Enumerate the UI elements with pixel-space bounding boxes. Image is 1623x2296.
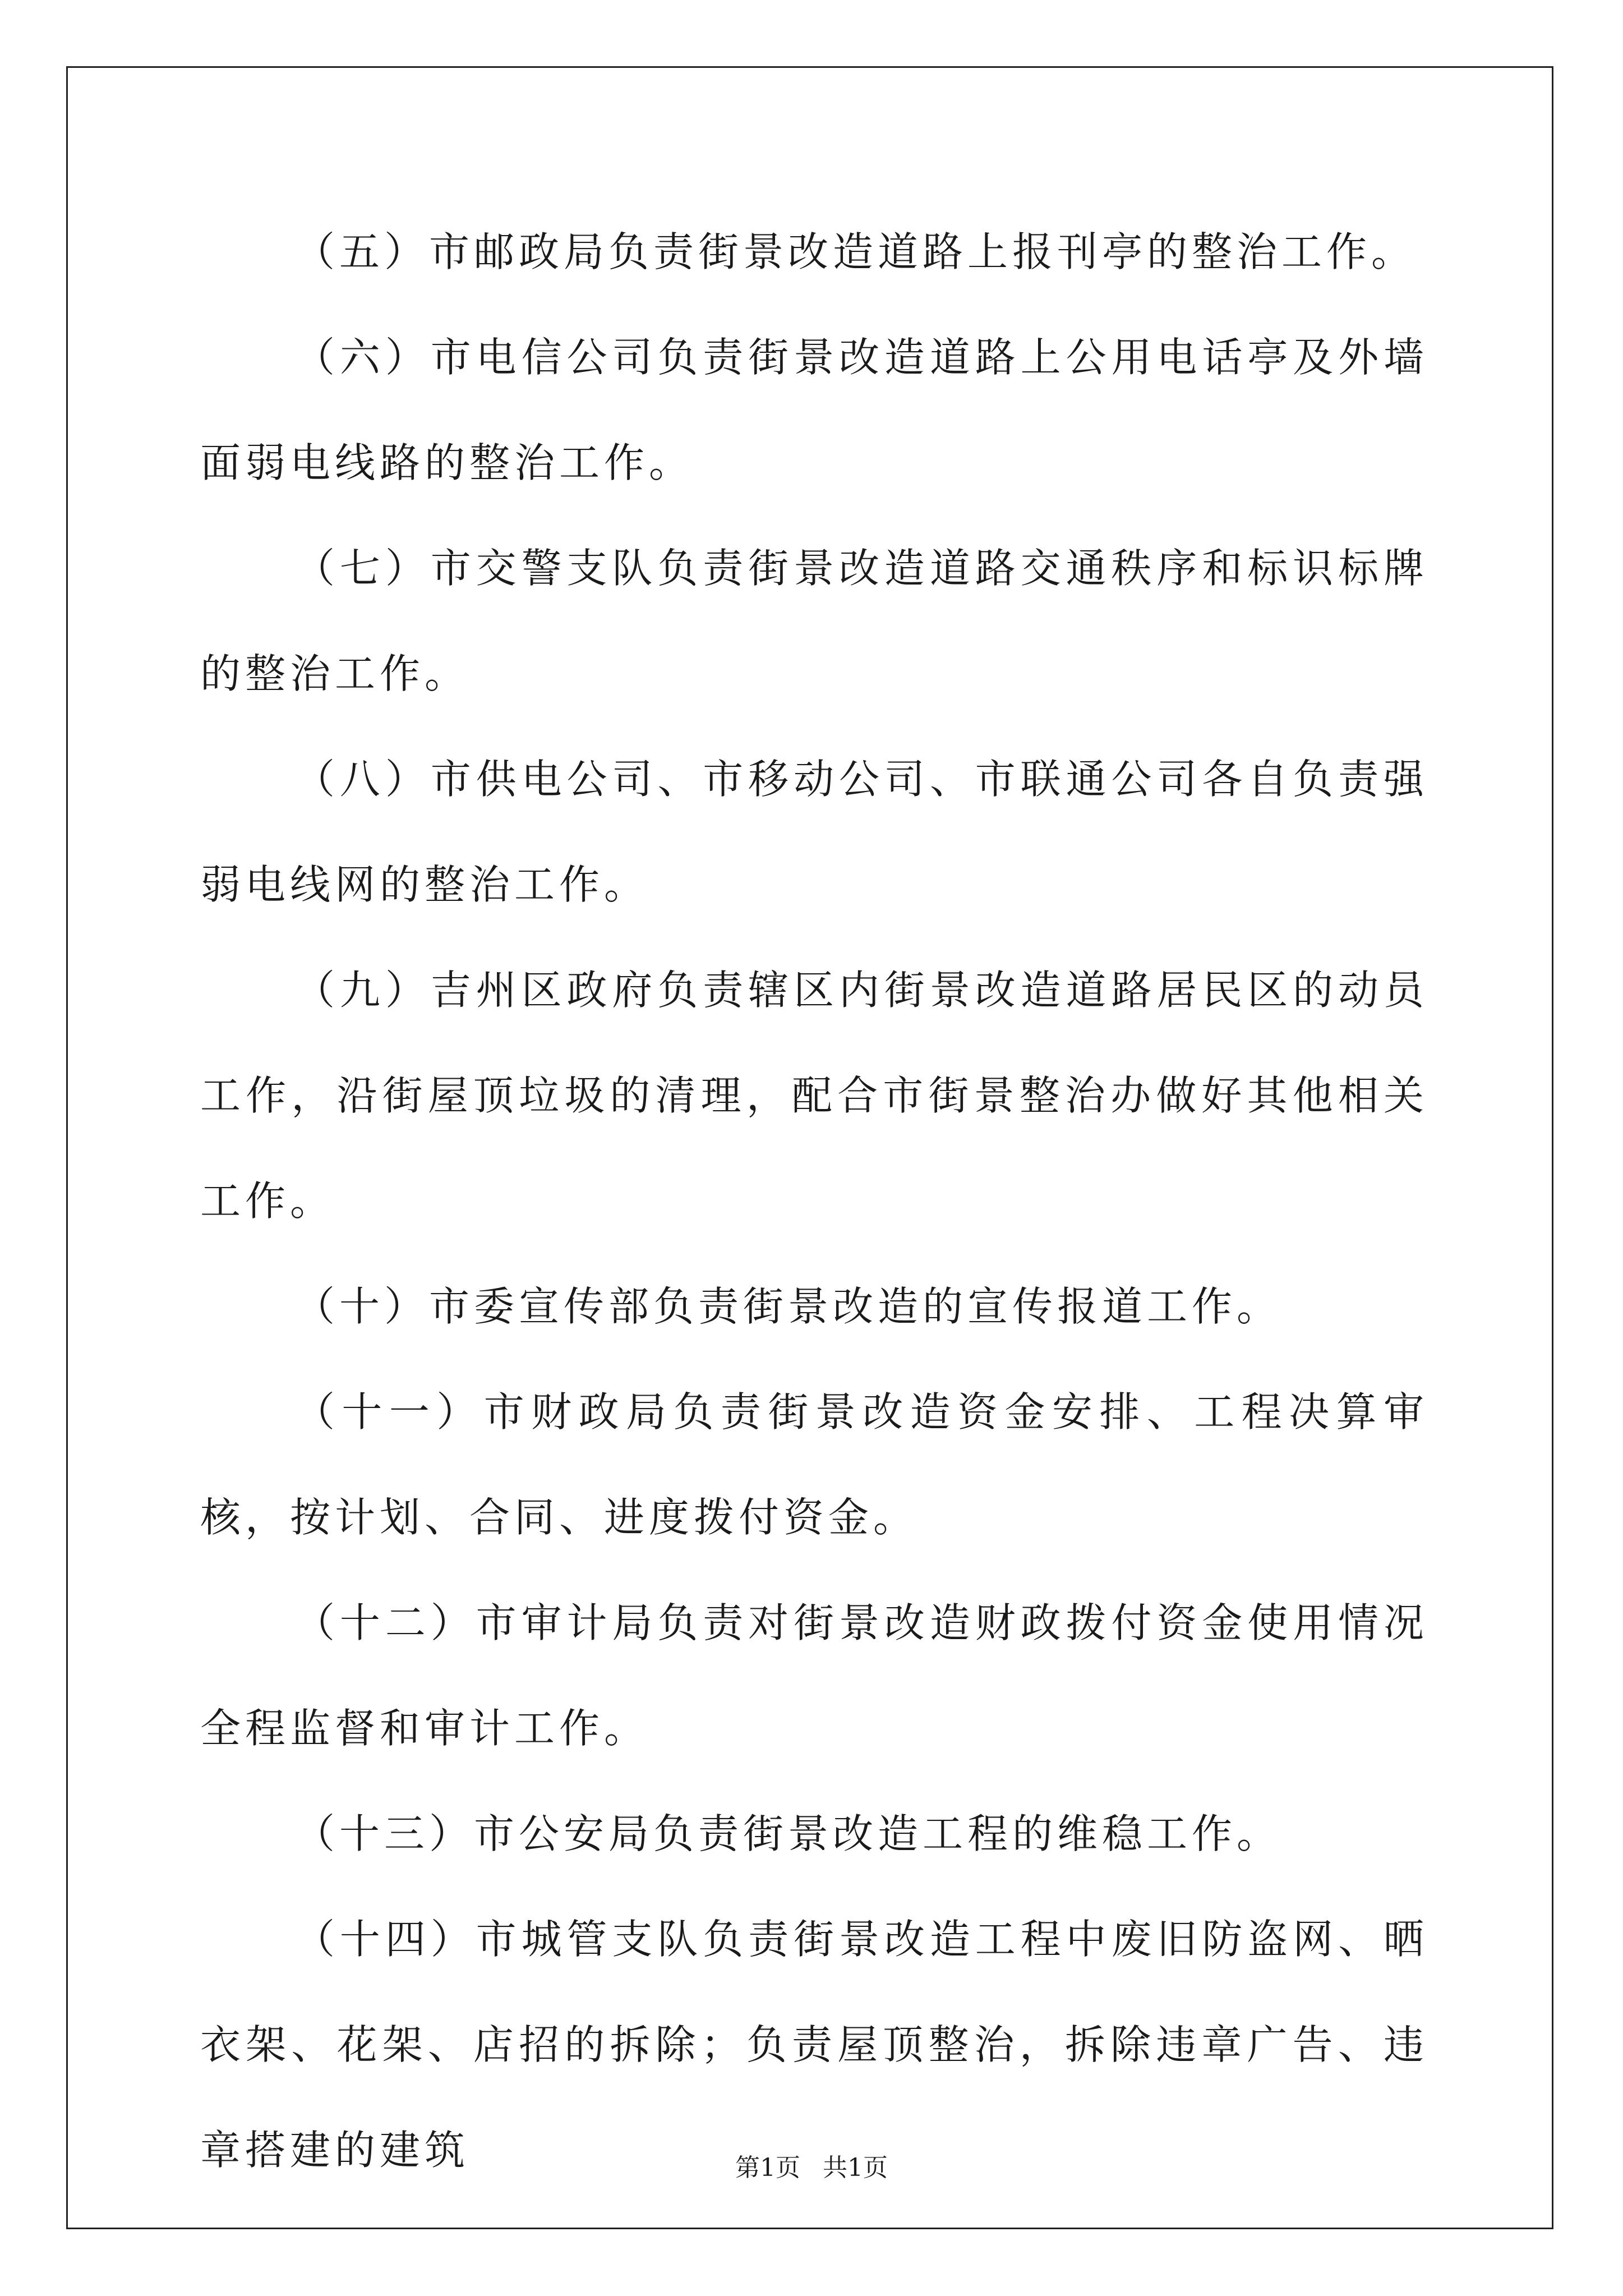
- paragraph-10: （十）市委宣传部负责街景改造的宣传报道工作。: [294, 1283, 1282, 1330]
- paragraph-6: （六）市电信公司负责街景改造道路上公用电话亭及外墙面弱电线路的整治工作。: [200, 334, 1428, 486]
- paragraph-14: （十四）市城管支队负责街景改造工程中废旧防盗网、晒衣架、花架、店招的拆除；负责屋顶整治，拆除违章广告、违章搭建的建筑: [200, 1916, 1428, 2174]
- paragraph-8: （八）市供电公司、市移动公司、市联通公司各自负责强弱电线网的整治工作。: [200, 756, 1428, 908]
- paragraph-5: （五）市邮政局负责街景改造道路上报刊亭的整治工作。: [294, 228, 1417, 275]
- paragraph-12: （十二）市审计局负责对街景改造财政拨付资金使用情况全程监督和审计工作。: [200, 1599, 1428, 1752]
- page-footer: [0, 2151, 1623, 2185]
- paragraph-13: （十三）市公安局负责街景改造工程的维稳工作。: [294, 1810, 1282, 1857]
- paragraph-7: （七）市交警支队负责街景改造道路交通秩序和标识标牌的整治工作。: [200, 545, 1428, 697]
- paragraph-9: （九）吉州区政府负责辖区内街景改造道路居民区的动员工作，沿街屋顶垃圾的清理，配合市街景整治办做好其他相关工作。: [200, 967, 1428, 1225]
- page-number-current: 第1页: [735, 2154, 800, 2182]
- paragraph-11: （十一）市财政局负责街景改造资金安排、工程决算审核，按计划、合同、进度拨付资金。: [200, 1388, 1428, 1541]
- page-number-total: 共1页: [823, 2154, 888, 2182]
- document-body: [200, 199, 1428, 2203]
